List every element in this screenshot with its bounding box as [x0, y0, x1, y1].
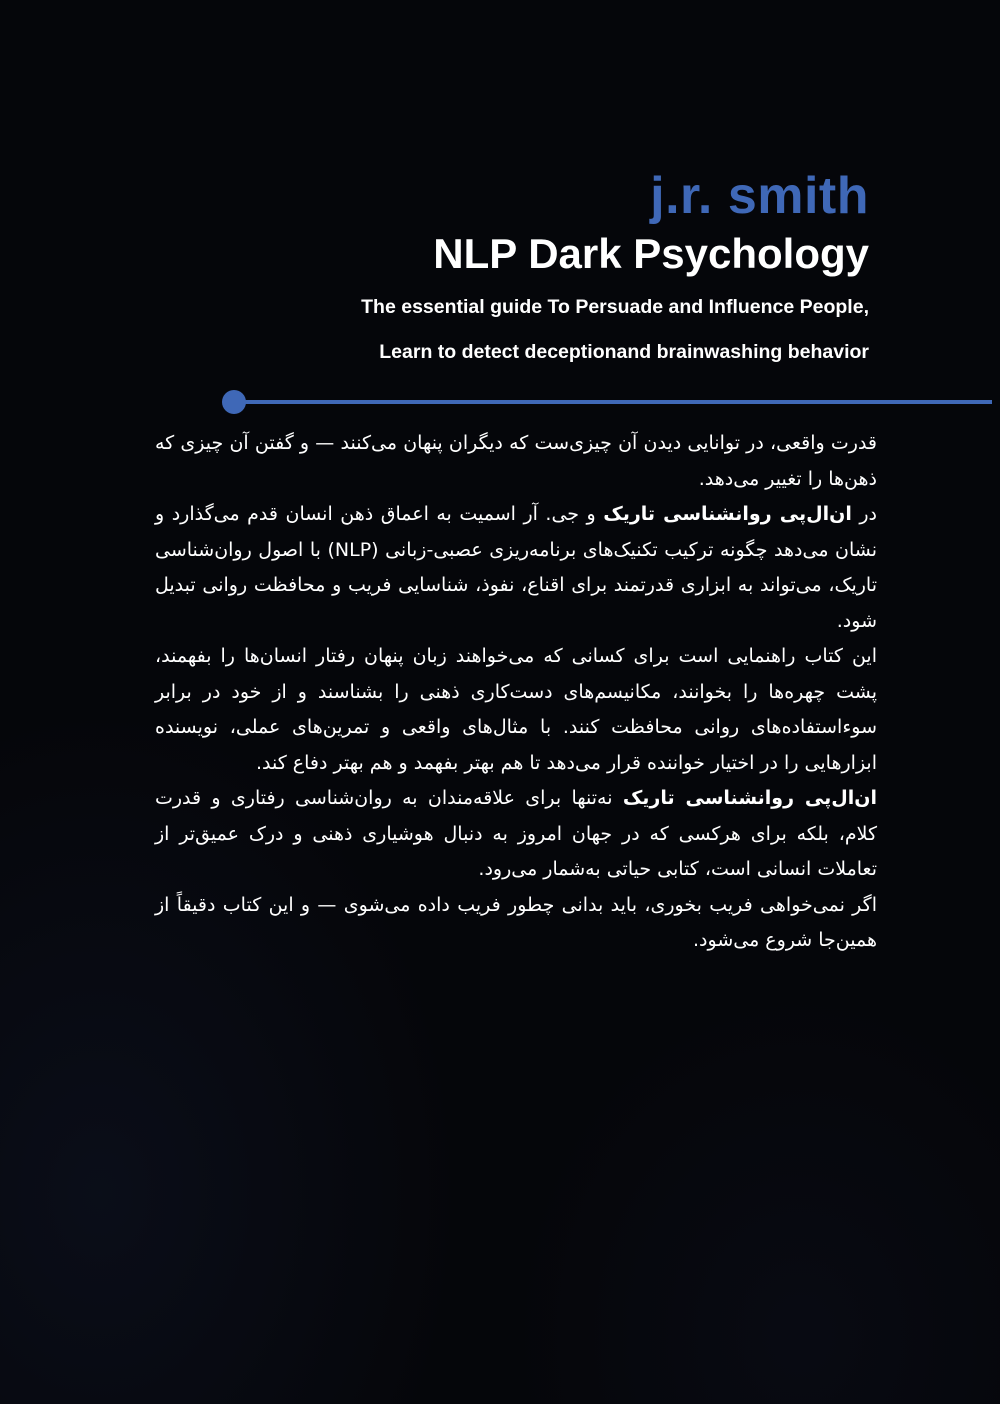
blurb-paragraph-2-text: و جی. آر اسمیت به اعماق ذهن انسان قدم می‌گذارد و نشان می‌دهد چگونه ترکیب تکنیک‌های برنامه‌ریزی عصبی-زبانی (NLP) با اصول روان‌شناسی تاریک، می‌تواند به ابزاری قدرتمند برای اقناع، نفوذ، شناسایی فریب و محافظت روانی تبدیل شود.: [155, 503, 878, 632]
divider: [222, 390, 1000, 414]
book-title-fa: ان‌ال‌پی روانشناسی تاریک: [603, 503, 852, 525]
divider-dot: [222, 390, 246, 414]
blurb-paragraph-4: [155, 781, 877, 888]
blurb-paragraph-1: قدرت واقعی، در توانایی دیدن آن چیزی‌ست که دیگران پنهان می‌کنند — و گفتن آن چیزی که ذهن‌ها را تغییر می‌دهد.: [155, 432, 877, 490]
blurb-paragraph-2: [155, 497, 877, 639]
blurb: [155, 426, 877, 959]
book-title-fa-2: ان‌ال‌پی روانشناسی تاریک: [622, 787, 878, 809]
blurb-paragraph-2-prefix: در: [851, 503, 877, 525]
author-name: j.r. smith: [650, 167, 869, 225]
blurb-paragraph-5: اگر نمی‌خواهی فریب بخوری، باید بدانی چطور فریب داده می‌شوی — و این کتاب دقیقاً از همین‌جا شروع می‌شود.: [155, 893, 877, 951]
blurb-paragraph-3: این کتاب راهنمایی است برای کسانی که می‌خواهند زبان پنهان رفتار انسان‌ها را بفهمند، پشت چهره‌ها را بخوانند، مکانیسم‌های دست‌کاری ذهنی را بشناسند و از خود در برابر سوءاستفاده‌های روانی محافظت کنند. با مثال‌های واقعی و تمرین‌های عملی، نویسنده ابزارهایی را در اختیار خواننده قرار می‌دهد تا هم بهتر بفهمد و هم بهتر دفاع کند.: [155, 645, 877, 774]
book-title: NLP Dark Psychology: [433, 230, 869, 277]
subtitle-line-1: The essential guide To Persuade and Influence People,: [361, 296, 869, 318]
divider-line: [234, 400, 992, 404]
blurb-paragraph-4-text: نه‌تنها برای علاقه‌مندان به روان‌شناسی رفتاری و قدرت کلام، بلکه برای هرکسی که در جهان امروز به دنبال هوشیاری ذهنی و درک عمیق‌تر از تعاملات انسانی است، کتابی حیاتی به‌شمار می‌رود.: [155, 787, 877, 880]
subtitle-line-2: Learn to detect deceptionand brainwashing behavior: [379, 341, 869, 363]
book-header: [361, 165, 869, 364]
